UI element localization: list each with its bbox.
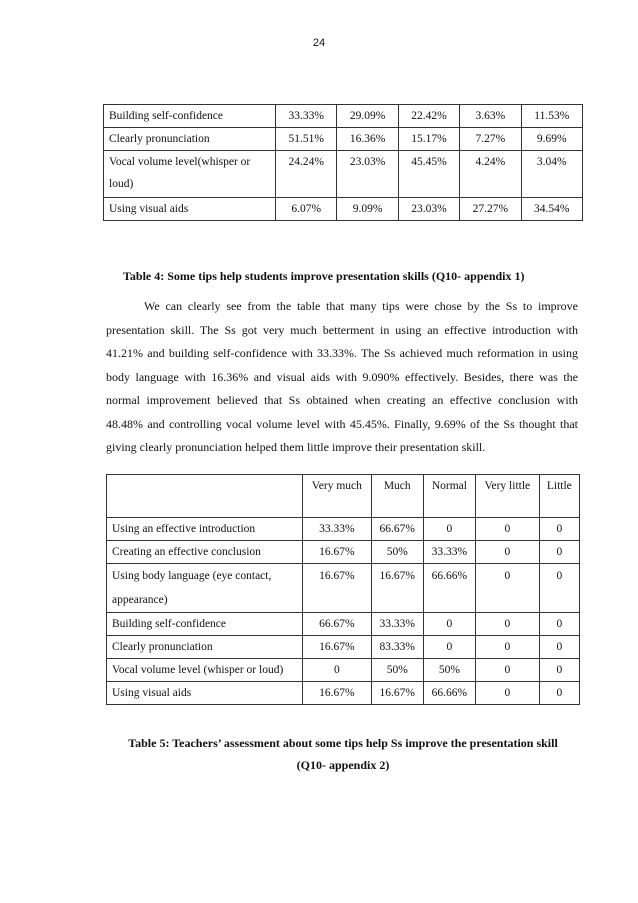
table-cell: 16.67% <box>303 682 372 705</box>
table-cell: 0 <box>539 636 579 659</box>
table-cell: 9.69% <box>521 128 582 151</box>
table-5-caption: Table 5: Teachers’ assessment about some tips help Ss improve the presentation skill <box>128 736 558 750</box>
table-row <box>104 105 583 128</box>
table-cell: 23.03% <box>398 198 459 221</box>
table-cell: 24.24% <box>276 151 337 198</box>
table-cell: 16.67% <box>371 682 423 705</box>
table-cell: 3.63% <box>460 105 521 128</box>
row-label: Building self-confidence <box>104 105 276 128</box>
table-cell: 0 <box>476 659 540 682</box>
table-cell: 3.04% <box>521 151 582 198</box>
table-row <box>104 128 583 151</box>
row-label: Using visual aids <box>104 198 276 221</box>
table-cell: 83.33% <box>371 636 423 659</box>
table-cell: 0 <box>476 564 540 613</box>
column-header: Normal <box>423 475 475 518</box>
table-row <box>104 198 583 221</box>
table-cell: 51.51% <box>276 128 337 151</box>
table-row <box>107 613 580 636</box>
table-cell: 0 <box>423 636 475 659</box>
row-label: Clearly pronunciation <box>107 636 303 659</box>
table-cell: 16.67% <box>371 564 423 613</box>
table-cell: 0 <box>476 518 540 541</box>
row-label: Building self-confidence <box>107 613 303 636</box>
table-cell: 66.67% <box>303 613 372 636</box>
column-header <box>107 475 303 518</box>
table-row <box>107 518 580 541</box>
table-cell: 0 <box>476 613 540 636</box>
table-5-caption-reference: (Q10- appendix 2) <box>296 758 390 772</box>
row-label: Clearly pronunciation <box>104 128 276 151</box>
table-cell: 66.66% <box>423 564 475 613</box>
table-row <box>107 636 580 659</box>
table-cell: 0 <box>539 541 579 564</box>
table-cell: 34.54% <box>521 198 582 221</box>
column-header: Very little <box>476 475 540 518</box>
table-cell: 50% <box>371 541 423 564</box>
table-cell: 23.03% <box>337 151 398 198</box>
table-cell: 0 <box>423 613 475 636</box>
table-cell: 33.33% <box>276 105 337 128</box>
table-cell: 0 <box>423 518 475 541</box>
body-paragraph: We can clearly see from the table that many tips were chose by the Ss to improve presentation skill. The Ss got very much betterment in using an effective introduction with 41.21% and building self-confidence with 33.33%. The Ss achieved much reformation in using body language with 16.36% and visual aids with 9.090% effectively. Besides, there was the normal improvement believed that Ss obtained when creating an effective conclusion with 48.48% and controlling vocal volume level with 45.45%. Finally, 9.69% of the Ss thought that giving clearly pronunciation helped them little improve their presentation skill. <box>106 299 578 454</box>
table-cell: 9.09% <box>337 198 398 221</box>
row-label: Using visual aids <box>107 682 303 705</box>
table-cell: 6.07% <box>276 198 337 221</box>
table-row <box>107 659 580 682</box>
table-5 <box>106 474 580 705</box>
table-cell: 0 <box>476 682 540 705</box>
table-cell: 0 <box>476 541 540 564</box>
table-cell: 66.67% <box>371 518 423 541</box>
table-cell: 27.27% <box>460 198 521 221</box>
table-cell: 16.36% <box>337 128 398 151</box>
column-header: Much <box>371 475 423 518</box>
table-cell: 33.33% <box>303 518 372 541</box>
row-label: Creating an effective conclusion <box>107 541 303 564</box>
column-header: Little <box>539 475 579 518</box>
table-cell: 33.33% <box>423 541 475 564</box>
table-cell: 11.53% <box>521 105 582 128</box>
row-label: Using an effective introduction <box>107 518 303 541</box>
table-cell: 50% <box>423 659 475 682</box>
table-cell: 0 <box>476 636 540 659</box>
table-cell: 4.24% <box>460 151 521 198</box>
table-cell: 15.17% <box>398 128 459 151</box>
table-cell: 45.45% <box>398 151 459 198</box>
table-cell: 50% <box>371 659 423 682</box>
table-cell: 22.42% <box>398 105 459 128</box>
table-cell: 0 <box>539 682 579 705</box>
row-label: Using body language (eye contact, appearance) <box>107 564 303 613</box>
table-cell: 66.66% <box>423 682 475 705</box>
table-4 <box>103 104 583 221</box>
table-cell: 0 <box>539 564 579 613</box>
table-row <box>107 541 580 564</box>
column-header: Very much <box>303 475 372 518</box>
table-4-caption: Table 4: Some tips help students improve presentation skills (Q10- appendix 1) <box>123 269 525 283</box>
table-row <box>104 151 583 198</box>
table-cell: 0 <box>539 659 579 682</box>
table-cell: 29.09% <box>337 105 398 128</box>
table-cell: 0 <box>539 613 579 636</box>
row-label: Vocal volume level (whisper or loud) <box>107 659 303 682</box>
page-number: 24 <box>312 37 326 49</box>
table-cell: 16.67% <box>303 636 372 659</box>
row-label: Vocal volume level(whisper or loud) <box>104 151 276 198</box>
table-cell: 33.33% <box>371 613 423 636</box>
table-row <box>107 564 580 613</box>
table-row <box>107 682 580 705</box>
table-cell: 7.27% <box>460 128 521 151</box>
table-cell: 16.67% <box>303 564 372 613</box>
table-cell: 0 <box>539 518 579 541</box>
table-cell: 16.67% <box>303 541 372 564</box>
table-header-row <box>107 475 580 518</box>
table-cell: 0 <box>303 659 372 682</box>
